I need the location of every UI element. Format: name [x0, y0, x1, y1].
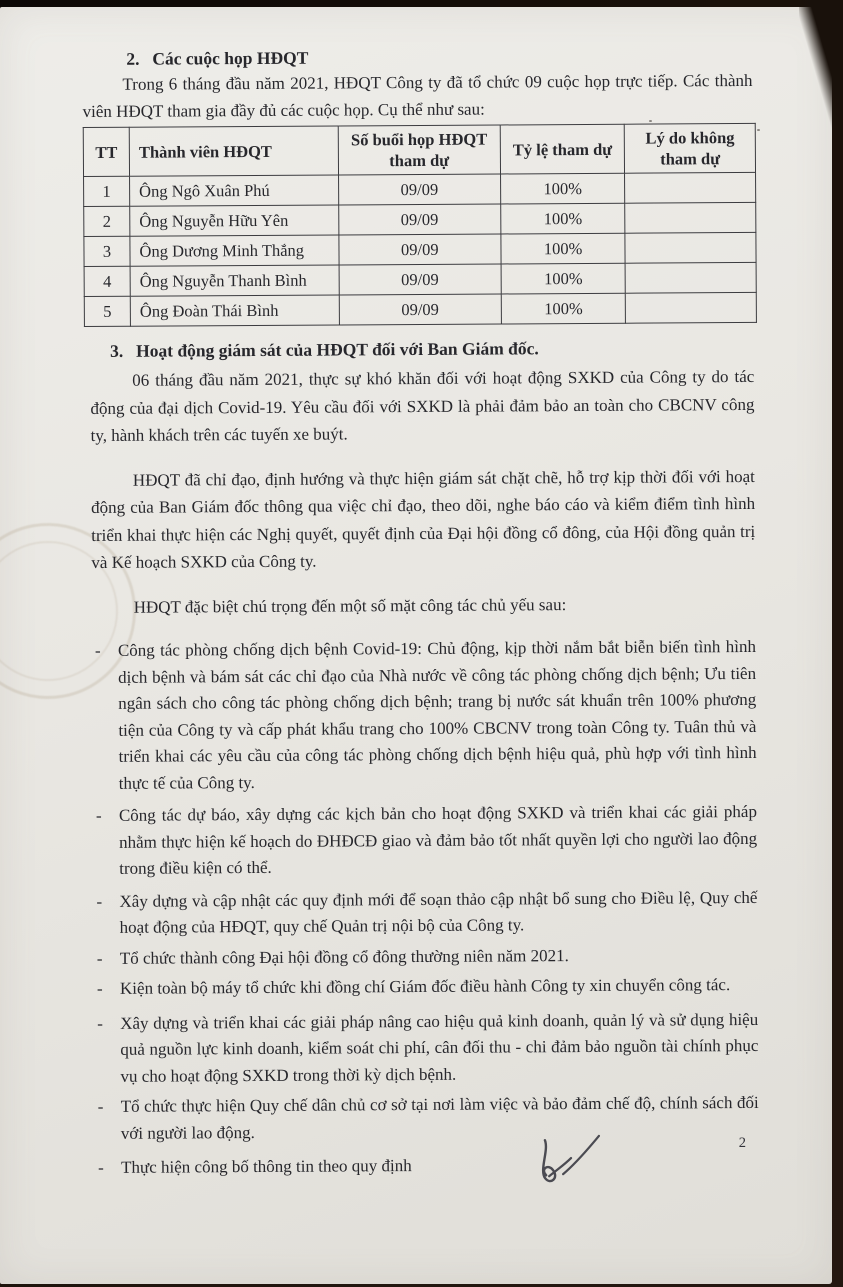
dash-marker: -: [95, 805, 102, 825]
bullet-list: [86, 634, 759, 1182]
cell-tt: 4: [84, 266, 130, 296]
cell-reason: [625, 262, 756, 293]
header-rate: Tỷ lệ tham dự: [500, 124, 625, 174]
cell-rate: 100%: [500, 173, 625, 204]
board-meetings-table: [83, 123, 757, 327]
cell-tt: 3: [84, 236, 130, 266]
cell-reason: [626, 292, 757, 323]
table-row: [84, 262, 756, 296]
list-item: [88, 941, 758, 972]
bullet-text: Xây dựng và cập nhật các quy định mới để soạn thảo cập nhật bổ sung cho Điều lệ, Quy chế hoạt động của HĐQT, quy chế Quản trị nội bộ của Công ty.: [119, 887, 758, 937]
document-content: [0, 4, 840, 1286]
dash-marker: -: [97, 1013, 103, 1033]
list-item: [87, 884, 757, 941]
bullet-text: Xây dựng và triển khai các giải pháp nâng cao hiệu quả kinh doanh, quản lý và sử dụng hiệu quả nguồn lực kinh doanh, kiểm soát chi phí, cân đối thu - chi đảm bảo nguồn tài chính phục vụ cho hoạt động SXKD trong thời kỳ dịch bệnh.: [120, 1009, 759, 1086]
section-3-title: Hoạt động giám sát của HĐQT đối với Ban Giám đốc.: [136, 338, 539, 361]
section-2-number: 2.: [126, 48, 140, 69]
section-3-number: 3.: [110, 340, 124, 361]
cell-sessions: 09/09: [339, 294, 501, 325]
table-row: [84, 232, 756, 266]
bullet-text: Tổ chức thực hiện Quy chế dân chủ cơ sở tại nơi làm việc và bảo đảm chế độ, chính sách đối với người lao động.: [120, 1092, 759, 1143]
dash-marker: -: [96, 978, 103, 998]
cell-reason: [625, 172, 756, 203]
cell-member: Ông Đoàn Thái Bình: [130, 295, 339, 326]
list-item: [89, 1090, 759, 1147]
cell-sessions: 09/09: [339, 234, 501, 265]
dash-marker: -: [96, 948, 103, 968]
dash-marker: -: [97, 1096, 104, 1116]
cell-rate: 100%: [501, 233, 626, 264]
header-sessions: Số buổi họp HĐQT tham dự: [338, 125, 500, 175]
dash-marker: -: [98, 1157, 104, 1177]
section-2-title: Các cuộc họp HĐQT: [152, 47, 309, 69]
cell-member: Ông Nguyễn Hữu Yên: [130, 205, 339, 236]
list-item: [88, 1006, 758, 1090]
bullet-text: Thực hiện công bố thông tin theo quy định: [121, 1156, 412, 1177]
cell-tt: 5: [84, 296, 130, 326]
cell-sessions: 09/09: [338, 204, 500, 235]
cell-member: Ông Ngô Xuân Phú: [130, 175, 339, 206]
bullet-text: Công tác phòng chống dịch bệnh Covid-19: Chủ động, kịp thời nắm bắt biễn biến tình hình dịch bệnh và bám sát các chỉ đạo của Nhà nước về công tác phòng chống dịch bệnh; Ưu tiên ngân sách cho công tác phòng chống dịch bệnh; trang bị nước sát khuẩn trên 100% phương tiện của Công ty và cấp phát khẩu trang cho 100% CBCNV trong toàn Công ty. Tuân thủ và triển khai các yêu cầu của công tác phòng chống dịch bệnh hiệu quả, phù hợp với tình hình thực tế của Công ty.: [117, 636, 757, 793]
cell-sessions: 09/09: [338, 174, 500, 205]
header-member: Thành viên HĐQT: [129, 126, 338, 176]
header-reason: Lý do không tham dự: [625, 123, 756, 173]
cell-sessions: 09/09: [339, 264, 501, 295]
document-sheet: [0, 7, 832, 1284]
list-item: [88, 972, 758, 1003]
section-2-intro: Trong 6 tháng đầu năm 2021, HĐQT Công ty đã tổ chức 09 cuộc họp trực tiếp. Các thành viên HĐQT tham gia đầy đủ các cuộc họp. Cụ thể như sau:: [82, 70, 753, 122]
cell-member: Ông Nguyễn Thanh Bình: [130, 265, 339, 296]
dash-marker: -: [96, 891, 103, 911]
bullet-text: Công tác dự báo, xây dựng các kịch bản cho hoạt động SXKD và triển khai các giải pháp nhằm thực hiện kế hoạch do ĐHĐCĐ giao và đảm bảo tốt nhất quyền lợi cho người lao động trong điều kiện có thể.: [118, 801, 758, 878]
cell-reason: [625, 202, 756, 233]
table-row: [84, 202, 756, 236]
table-row: [84, 292, 756, 326]
dash-marker: -: [94, 640, 101, 660]
bullet-text: Tổ chức thành công Đại hội đồng cổ đông thường niên năm 2021.: [119, 945, 569, 968]
cell-rate: 100%: [501, 203, 626, 234]
bullet-text: Kiện toàn bộ máy tổ chức khi đồng chí Giám đốc điều hành Công ty xin chuyển công tác.: [119, 975, 731, 998]
list-item: [89, 1151, 759, 1182]
page-number: 2: [738, 1135, 746, 1151]
cell-reason: [625, 232, 756, 263]
cell-rate: 100%: [501, 263, 626, 294]
section-3-heading: [110, 335, 754, 363]
table-row: [84, 172, 756, 206]
table-header-row: [83, 123, 755, 176]
header-tt: TT: [83, 127, 129, 176]
list-item: [87, 799, 757, 883]
paragraph: HĐQT đặc biệt chú trọng đến một số mặt công tác chủ yếu sau:: [133, 594, 567, 617]
cell-member: Ông Dương Minh Thắng: [130, 235, 339, 266]
cell-tt: 2: [84, 206, 130, 236]
cell-tt: 1: [84, 176, 130, 206]
paragraph: 06 tháng đầu năm 2021, thực sự khó khăn đối với hoạt động SXKD của Công ty do tác động của đại dịch Covid-19. Yêu cầu đối với SXKD là phải đảm bảo an toàn cho CBCNV công ty, hành khách trên các tuyến xe buýt.: [90, 366, 755, 445]
paragraph: HĐQT đã chỉ đạo, định hướng và thực hiện giám sát chặt chẽ, hỗ trợ kịp thời đối với hoạt động của Ban Giám đốc thông qua việc chỉ đạo, theo dõi, nghe báo cáo và kiểm điểm tình hình triển khai thực hiện các Nghị quyết, quyết định của Đại hội đồng cổ đông, của Hội đồng quản trị và Kế hoạch SXKD của Công ty.: [90, 466, 756, 572]
cell-rate: 100%: [501, 293, 626, 324]
list-item: [86, 634, 757, 797]
